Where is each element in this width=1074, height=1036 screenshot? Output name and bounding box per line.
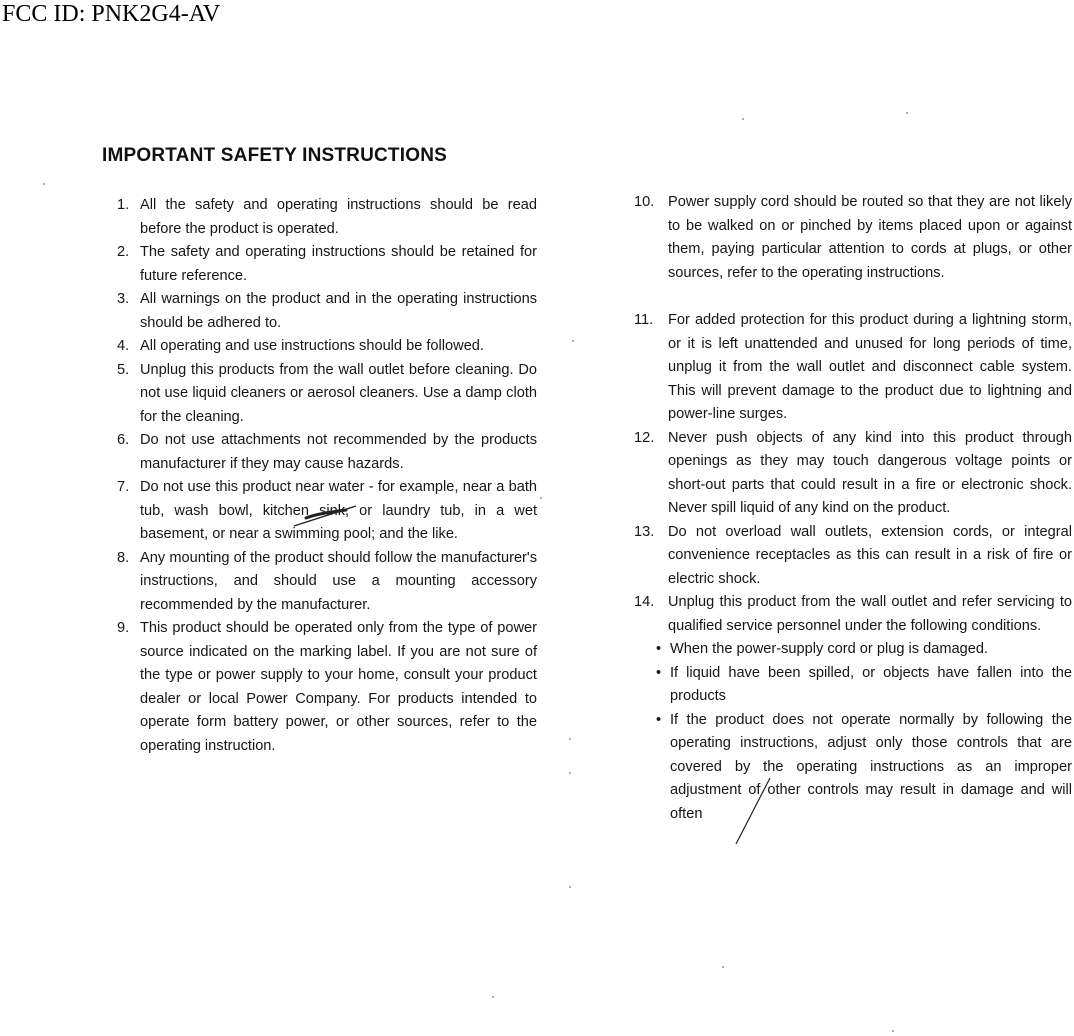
item-text: Do not overload wall outlets, extension cords, or integral convenience receptacles as this can result in a risk of fire or electric shock. bbox=[668, 523, 1072, 587]
item-text: Unplug this products from the wall outlet before cleaning. Do not use liquid cleaners or aerosol cleaners. Use a damp cloth for the cleaning. bbox=[140, 361, 537, 425]
item-number: 2. bbox=[117, 244, 130, 260]
item-number: 11. bbox=[634, 312, 654, 328]
bullet: • bbox=[656, 641, 662, 657]
condition-item bbox=[656, 709, 1072, 827]
condition-text: If the product does not operate normally by following the operating instructions, adjust only those controls that are covered by the operating instructions as an improper adjustment of other controls may result in damage and will often bbox=[670, 711, 1072, 822]
item-number: 3. bbox=[117, 291, 130, 307]
instruction-item bbox=[634, 191, 1072, 285]
condition-item bbox=[656, 638, 1072, 662]
page-title: IMPORTANT SAFETY INSTRUCTIONS bbox=[102, 145, 447, 166]
bullet: • bbox=[656, 711, 662, 728]
item-text: Do not use this product near water - for example, near a bath tub, wash bowl, kitchen sink, or laundry tub, in a wet basement, or near a swimming pool; and the like. bbox=[140, 479, 537, 542]
instruction-item bbox=[634, 309, 1072, 427]
item-number: 13. bbox=[634, 523, 655, 540]
item-text: Do not use attachments not recommended by the products manufacturer if they may cause hazards. bbox=[140, 432, 537, 472]
instruction-item bbox=[634, 521, 1072, 592]
item-number: 14. bbox=[634, 594, 655, 610]
scan-speck bbox=[43, 183, 45, 185]
instruction-item bbox=[117, 288, 537, 335]
item-number: 6. bbox=[117, 432, 130, 448]
scan-speck bbox=[540, 497, 542, 499]
item-text: All the safety and operating instructions should be read before the product is operated. bbox=[140, 197, 537, 237]
instruction-item bbox=[117, 194, 537, 241]
item-number: 9. bbox=[117, 620, 130, 636]
item-text: Any mounting of the product should follow the manufacturer's instructions, and should use a mounting accessory recommended by the manufacturer. bbox=[140, 549, 537, 613]
item-text: Unplug this product from the wall outlet and refer servicing to qualified service personnel under the following conditions. bbox=[668, 594, 1072, 634]
condition-text: When the power-supply cord or plug is damaged. bbox=[670, 641, 988, 657]
item-text: For added protection for this product during a lightning storm, or it is left unattended and unused for long periods of time, unplug it from the wall outlet and disconnect cable system. This will prevent damage to the product due to lightning and power-line surges. bbox=[668, 312, 1072, 422]
instructions-left-column bbox=[117, 194, 537, 758]
item-number: 12. bbox=[634, 429, 655, 446]
scan-speck bbox=[892, 1030, 894, 1032]
scan-speck bbox=[569, 772, 571, 774]
sub-conditions bbox=[634, 638, 1072, 826]
item-number: 4. bbox=[117, 338, 130, 354]
condition-text: If liquid have been spilled, or objects have fallen into the products bbox=[670, 664, 1072, 704]
scan-speck bbox=[572, 340, 574, 342]
instruction-item bbox=[634, 427, 1072, 521]
instruction-item bbox=[117, 359, 537, 430]
scan-speck bbox=[492, 996, 494, 998]
item-text: All operating and use instructions should be followed. bbox=[140, 338, 484, 354]
instructions-right-column bbox=[634, 191, 1072, 826]
item-number: 8. bbox=[117, 549, 130, 566]
scan-speck bbox=[722, 966, 724, 968]
item-text: All warnings on the product and in the operating instructions should be adhered to. bbox=[140, 291, 537, 331]
item-text: Power supply cord should be routed so that they are not likely to be walked on or pinched by items placed upon or against them, paying particular attention to cords at plugs, or other sources, refer to the operating instructions. bbox=[668, 194, 1072, 281]
item-number: 5. bbox=[117, 361, 130, 378]
conditions-list bbox=[634, 638, 1072, 826]
item-text: The safety and operating instructions should be retained for future reference. bbox=[140, 244, 537, 284]
scan-speck bbox=[742, 118, 744, 120]
item-text: This product should be operated only from the type of power source indicated on the marking label. If you are not sure of the type or power supply to your home, consult your product dealer or local Power Company. For products intended to operate form battery power, or other sources, refer to the operating instruction. bbox=[140, 620, 537, 754]
condition-item bbox=[656, 662, 1072, 709]
scan-speck bbox=[569, 738, 571, 740]
instruction-item bbox=[117, 241, 537, 288]
instruction-item bbox=[117, 429, 537, 476]
fcc-id-header: FCC ID: PNK2G4-AV bbox=[2, 1, 221, 27]
item-text: Never push objects of any kind into this product through openings as they may touch dangerous voltage points or short-out parts that could result in a fire or electronic shock. Never spill liquid of any kind on the product. bbox=[668, 429, 1072, 516]
instruction-item bbox=[117, 476, 537, 547]
instruction-item bbox=[117, 617, 537, 758]
instruction-item bbox=[117, 547, 537, 618]
item-number: 10. bbox=[634, 194, 655, 210]
instruction-item bbox=[634, 591, 1072, 638]
bullet: • bbox=[656, 664, 662, 681]
item-number: 7. bbox=[117, 479, 130, 495]
instruction-item bbox=[117, 335, 537, 359]
scan-speck bbox=[906, 112, 908, 114]
scan-speck bbox=[569, 886, 571, 888]
item-number: 1. bbox=[117, 197, 130, 213]
